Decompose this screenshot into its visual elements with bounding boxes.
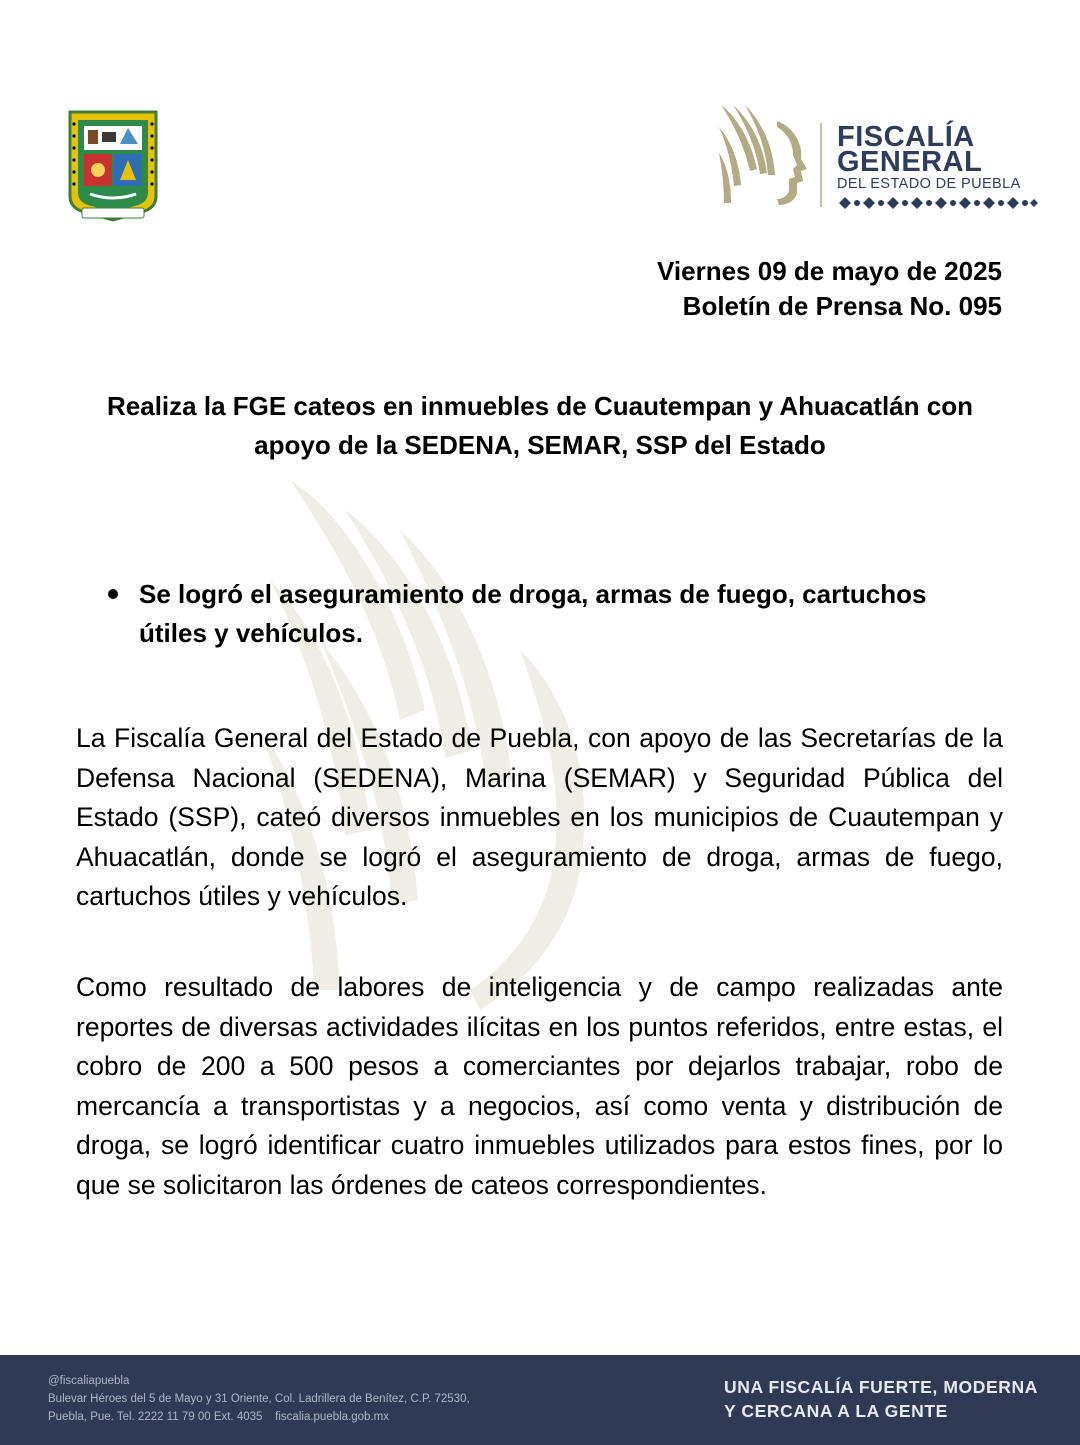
body-paragraph: La Fiscalía General del Estado de Puebla, con apoyo de las Secretarías de la Defensa Nacional (SEDENA), Marina (SEMAR) y Seguridad Pública del Estado (SSP), cateó diversos inmuebles en los municipios de Cuautempan y Ahuacatlán, donde se logró el aseguramiento de droga, armas de fuego, cartuchos útiles y vehículos. [76,723,1003,911]
footer-slogan-line1: UNA FISCALÍA FUERTE, MODERNA [724,1377,1038,1397]
fiscalia-general-logo [717,103,1042,215]
headline: Realiza la FGE cateos en inmuebles de Cuautempan y Ahuacatlán con apoyo de la SEDENA, SEMAR, SSP del Estado [107,391,973,460]
footer-address: Bulevar Héroes del 5 de Mayo y 31 Oriente, Col. Ladrillera de Benítez, C.P. 72530, [48,1393,470,1405]
footer-phone-web: Puebla, Pue. Tel. 2222 11 79 00 Ext. 4035 fiscalia.puebla.gob.mx [48,1411,389,1423]
footer-social-handle: @fiscaliapuebla [48,1375,130,1387]
logo-line-general: GENERAL [837,146,983,178]
decorative-pattern-icon [837,195,1039,211]
logo-divider [820,123,822,207]
bulletin-number: Boletín de Prensa No. 095 [682,291,1002,321]
highlight-text: Se logró el aseguramiento de droga, armas de fuego, cartuchos útiles y vehículos. [139,579,927,648]
logo-line-fiscalia: FISCALÍA [837,121,975,153]
coat-of-arms-puebla-icon [62,104,164,222]
logo-line-estado: DEL ESTADO DE PUEBLA [837,176,1021,192]
body-paragraph: Como resultado de labores de inteligencia y de campo realizadas ante reportes de diversas actividades ilícitas en los puntos referidos, entre estas, el cobro de 200 a 500 pesos a comerciantes por dejarlos trabajar, robo de mercancía a transportistas y a negocios, así como venta y distribución de droga, se logró identificar cuatro inmuebles utilizados para estos fines, por lo que se solicitaron las órdenes de cateos correspondientes. [76,972,1003,1200]
footer-slogan-line2: Y CERCANA A LA GENTE [724,1401,948,1421]
fge-head-icon [717,103,809,211]
footer-slogan [724,1375,1038,1423]
dateline [657,254,1002,324]
highlights-list [108,575,988,653]
bullet-icon [108,589,118,599]
highlight-item [108,575,988,653]
footer [0,1355,1080,1445]
bulletin-date: Viernes 09 de mayo de 2025 [657,256,1002,286]
footer-contact [48,1372,470,1426]
